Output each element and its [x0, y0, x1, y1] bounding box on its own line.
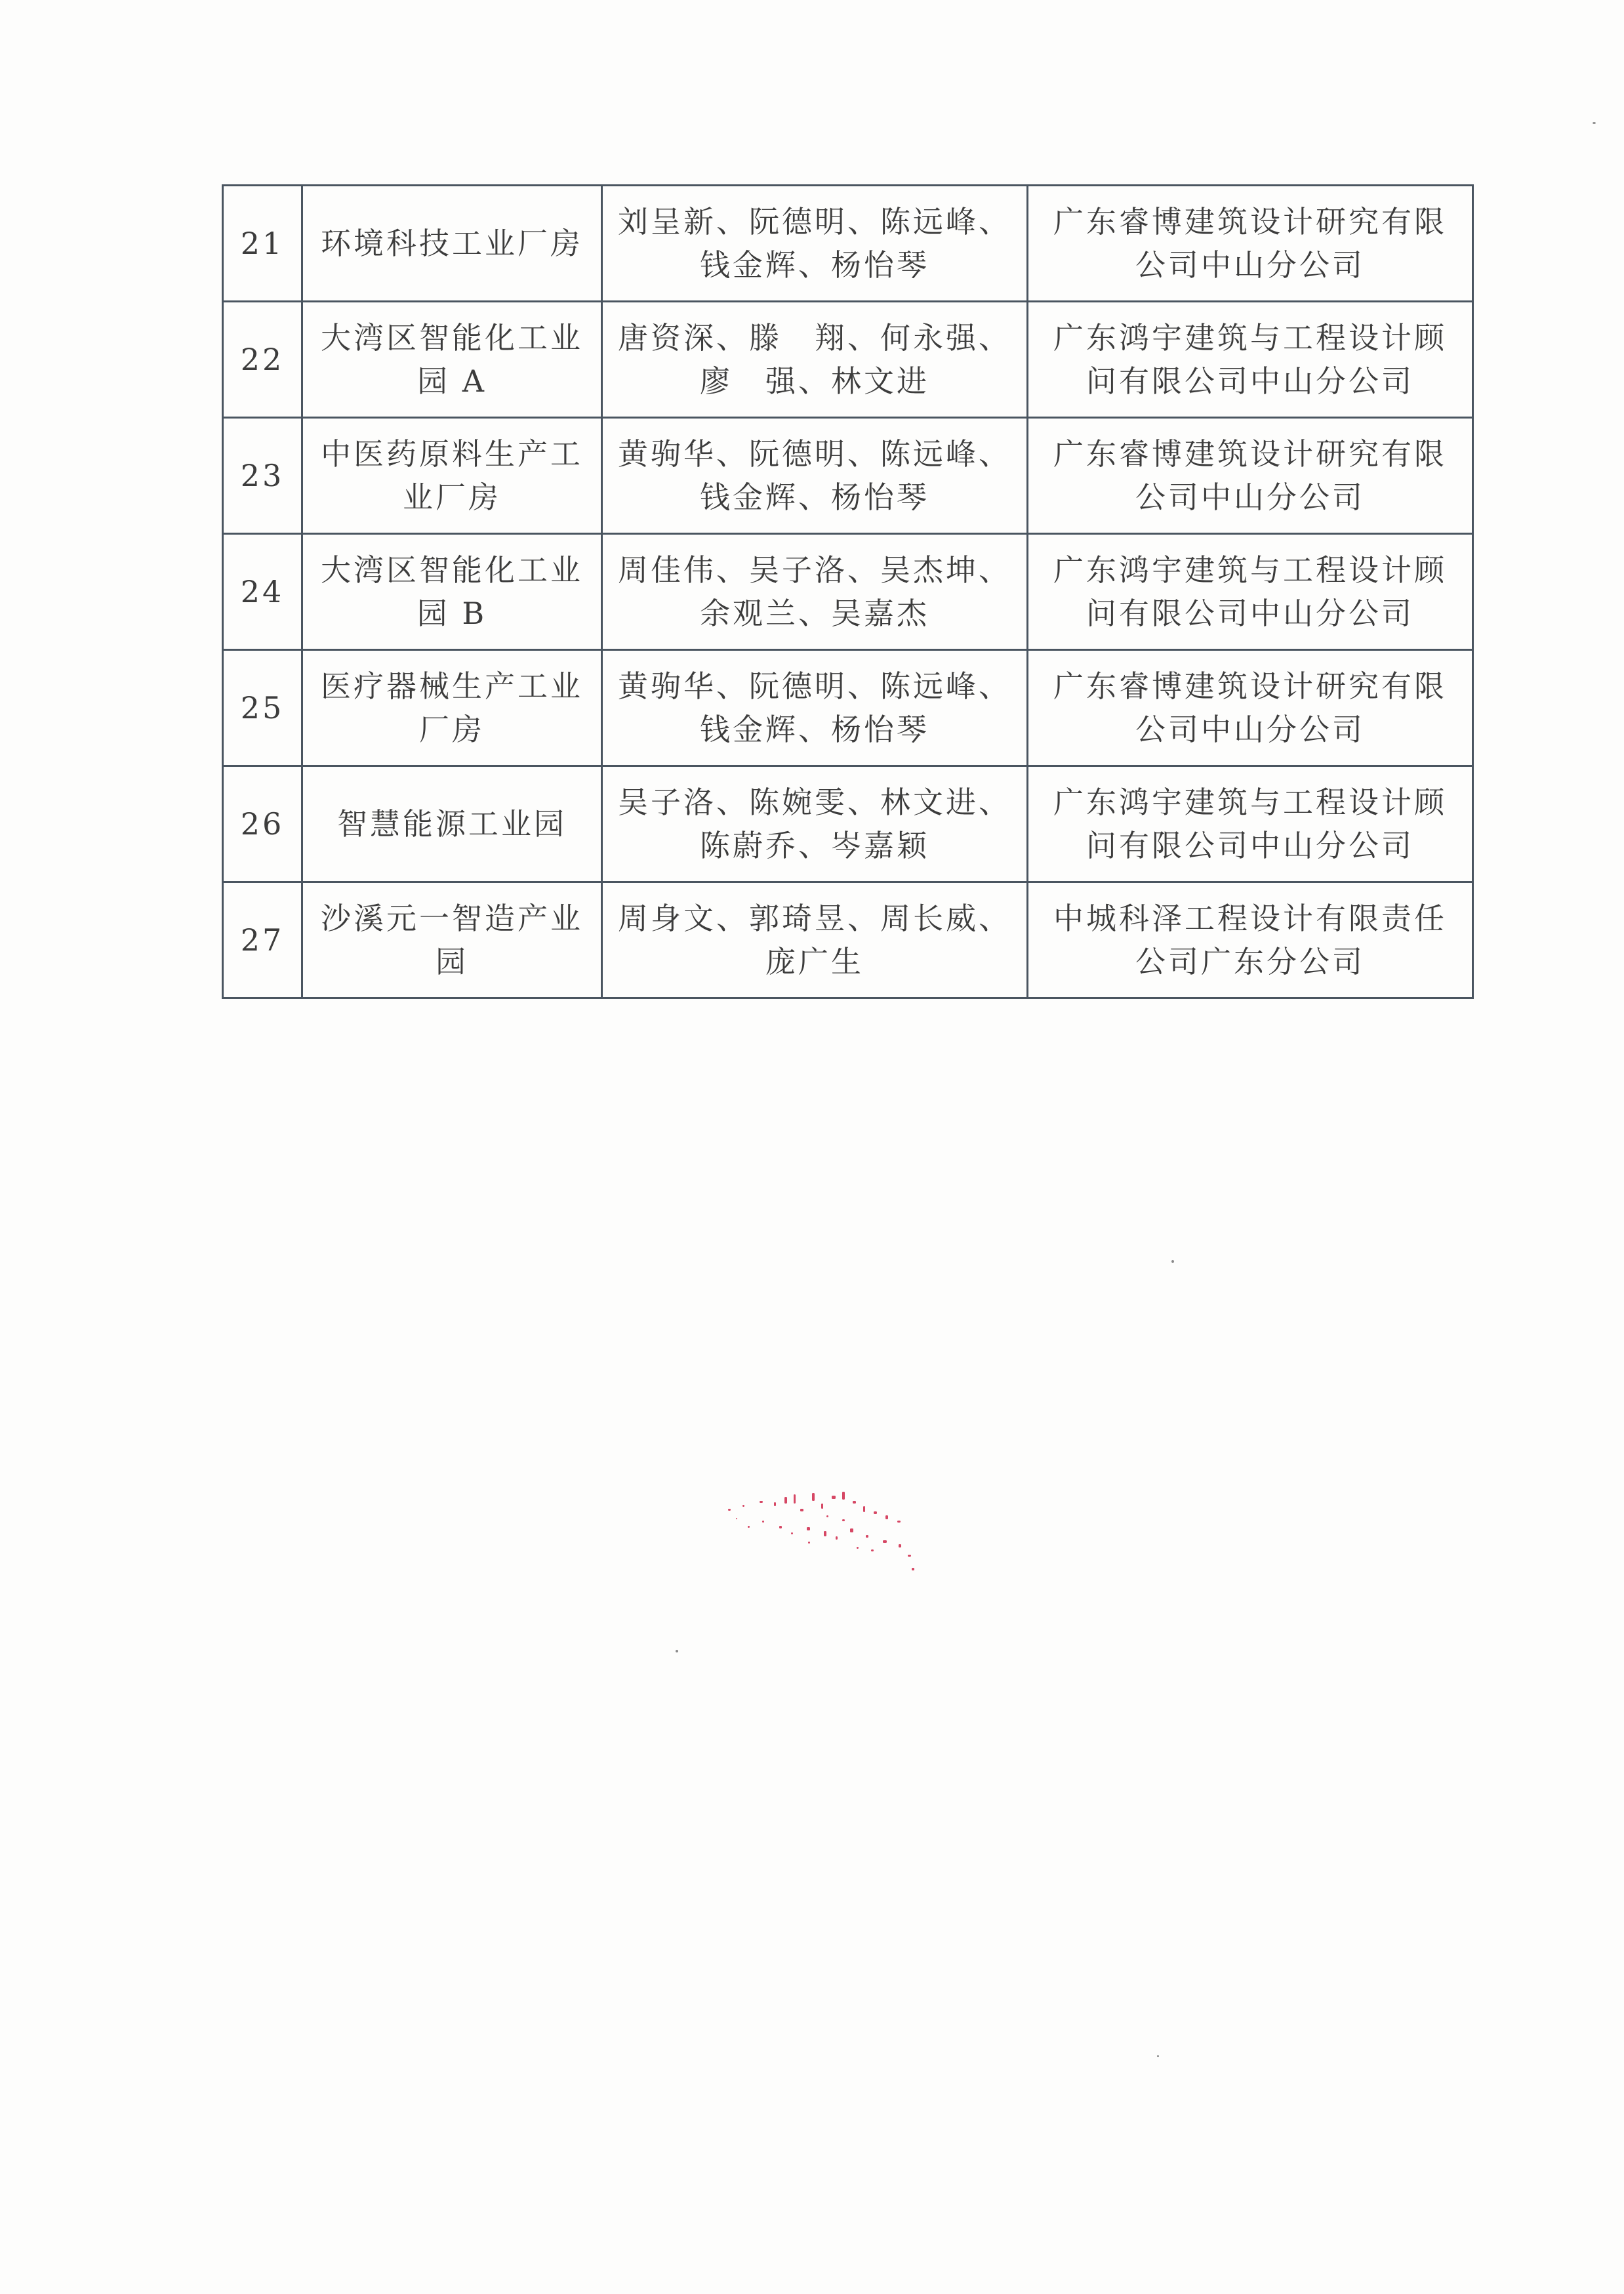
personnel-list [602, 186, 1028, 302]
project-name [302, 186, 602, 302]
project-name-line: 沙溪元一智造产业 [321, 901, 583, 936]
stamp-ink-mark [800, 1509, 803, 1511]
project-name [302, 418, 602, 534]
stamp-ink-mark [850, 1528, 853, 1532]
stamp-ink-mark [812, 1493, 815, 1501]
company-line: 广东睿博建筑设计研究有限 [1053, 668, 1447, 704]
stamp-ink-mark [897, 1521, 901, 1523]
stamp-ink-mark [784, 1497, 787, 1504]
project-name [302, 534, 602, 650]
company-line: 问有限公司中山分公司 [1086, 828, 1414, 863]
project-name [302, 882, 602, 998]
project-name-line: 智慧能源工业园 [337, 806, 567, 842]
personnel-line: 吴子洛、陈婉雯、林文进、 [618, 785, 1011, 820]
company-name [1028, 534, 1473, 650]
company-line: 问有限公司中山分公司 [1086, 596, 1414, 631]
personnel-list [602, 418, 1028, 534]
stamp-ink-mark [824, 1531, 826, 1536]
scan-speck [676, 1650, 678, 1652]
personnel-line: 钱金辉、杨怡琴 [700, 247, 929, 283]
row-number: 27 [223, 882, 302, 998]
personnel-line: 周身文、郭琦昱、周长威、 [618, 901, 1011, 936]
project-name-line: 医疗器械生产工业 [321, 668, 583, 704]
row-number: 25 [223, 650, 302, 766]
stamp-ink-mark [807, 1527, 810, 1530]
table-row [223, 418, 1473, 534]
scan-speck [1593, 122, 1596, 124]
stamp-ink-mark [832, 1496, 836, 1499]
project-name-line: 园 A [417, 363, 487, 399]
company-line: 公司中山分公司 [1135, 480, 1365, 515]
company-name [1028, 766, 1473, 882]
stamp-ink-mark [908, 1555, 911, 1557]
stamp-seal-icon [702, 1463, 938, 1581]
personnel-line: 黄驹华、阮德明、陈远峰、 [618, 668, 1011, 704]
row-number: 26 [223, 766, 302, 882]
table-row [223, 882, 1473, 998]
personnel-line: 余观兰、吴嘉杰 [700, 596, 929, 631]
personnel-line: 刘呈新、阮德明、陈远峰、 [618, 204, 1011, 239]
stamp-ink-mark [871, 1549, 874, 1551]
row-number: 23 [223, 418, 302, 534]
project-name-line: 环境科技工业厂房 [321, 226, 583, 261]
company-line: 广东睿博建筑设计研究有限 [1053, 204, 1447, 239]
stamp-ink-mark [728, 1509, 731, 1511]
company-name [1028, 650, 1473, 766]
stamp-ink-mark [742, 1505, 744, 1507]
project-name [302, 766, 602, 882]
scan-speck [1171, 1260, 1174, 1263]
company-name [1028, 418, 1473, 534]
stamp-ink-mark [821, 1504, 823, 1509]
company-line: 广东鸿宇建筑与工程设计顾 [1053, 785, 1447, 820]
project-name-line: 中医药原料生产工 [321, 436, 583, 472]
project-name-line: 业厂房 [403, 480, 501, 515]
row-number: 24 [223, 534, 302, 650]
company-line: 问有限公司中山分公司 [1086, 363, 1414, 399]
stamp-ink-mark [826, 1515, 828, 1517]
row-number: 22 [223, 302, 302, 418]
stamp-ink-mark [912, 1568, 914, 1570]
row-number: 21 [223, 186, 302, 302]
company-line: 广东睿博建筑设计研究有限 [1053, 436, 1447, 472]
company-line: 中城科泽工程设计有限责任 [1053, 901, 1447, 936]
stamp-ink-mark [883, 1540, 887, 1543]
stamp-ink-mark [842, 1492, 845, 1500]
stamp-ink-mark [853, 1501, 856, 1504]
project-name-line: 大湾区智能化工业 [321, 552, 583, 588]
stamp-ink-mark [736, 1518, 737, 1519]
table-row [223, 302, 1473, 418]
personnel-line: 庞广生 [765, 944, 864, 979]
stamp-ink-mark [748, 1526, 750, 1528]
project-name-line: 厂房 [419, 712, 485, 747]
personnel-line: 钱金辉、杨怡琴 [700, 480, 929, 515]
personnel-list [602, 650, 1028, 766]
personnel-list [602, 302, 1028, 418]
stamp-ink-mark [762, 1521, 764, 1523]
personnel-list [602, 766, 1028, 882]
stamp-ink-mark [885, 1515, 888, 1519]
stamp-ink-mark [791, 1532, 793, 1534]
stamp-ink-mark [874, 1511, 877, 1514]
company-line: 广东鸿宇建筑与工程设计顾 [1053, 320, 1447, 356]
company-name [1028, 882, 1473, 998]
personnel-line: 黄驹华、阮德明、陈远峰、 [618, 436, 1011, 472]
stamp-ink-mark [899, 1544, 901, 1547]
company-line: 公司中山分公司 [1135, 712, 1365, 747]
stamp-ink-mark [808, 1542, 810, 1544]
personnel-list [602, 882, 1028, 998]
scan-speck [1157, 2055, 1159, 2057]
stamp-ink-mark [836, 1536, 838, 1540]
stamp-ink-mark [857, 1547, 859, 1549]
personnel-list [602, 534, 1028, 650]
project-name-line: 园 B [416, 596, 487, 631]
table-row [223, 650, 1473, 766]
project-name [302, 650, 602, 766]
table-row [223, 534, 1473, 650]
personnel-line: 陈蔚乔、岑嘉颖 [700, 828, 929, 863]
personnel-line: 廖 强、林文进 [700, 363, 929, 399]
project-name-line: 园 [436, 944, 468, 979]
table-row [223, 186, 1473, 302]
stamp-ink-mark [863, 1506, 865, 1512]
company-line: 公司中山分公司 [1135, 247, 1365, 283]
stamp-ink-mark [779, 1526, 782, 1528]
project-table [222, 184, 1474, 999]
project-name [302, 302, 602, 418]
company-name [1028, 302, 1473, 418]
table-row [223, 766, 1473, 882]
company-line: 公司广东分公司 [1135, 944, 1365, 979]
personnel-line: 周佳伟、吴子洛、吴杰坤、 [618, 552, 1011, 588]
personnel-line: 钱金辉、杨怡琴 [700, 712, 929, 747]
stamp-ink-mark [866, 1535, 868, 1538]
stamp-ink-mark [842, 1519, 845, 1521]
personnel-line: 唐资深、滕 翔、何永强、 [618, 320, 1011, 356]
company-name [1028, 186, 1473, 302]
company-line: 广东鸿宇建筑与工程设计顾 [1053, 552, 1447, 588]
stamp-ink-mark [774, 1502, 776, 1506]
stamp-ink-mark [794, 1494, 796, 1504]
project-name-line: 大湾区智能化工业 [321, 320, 583, 356]
stamp-ink-mark [760, 1501, 763, 1503]
